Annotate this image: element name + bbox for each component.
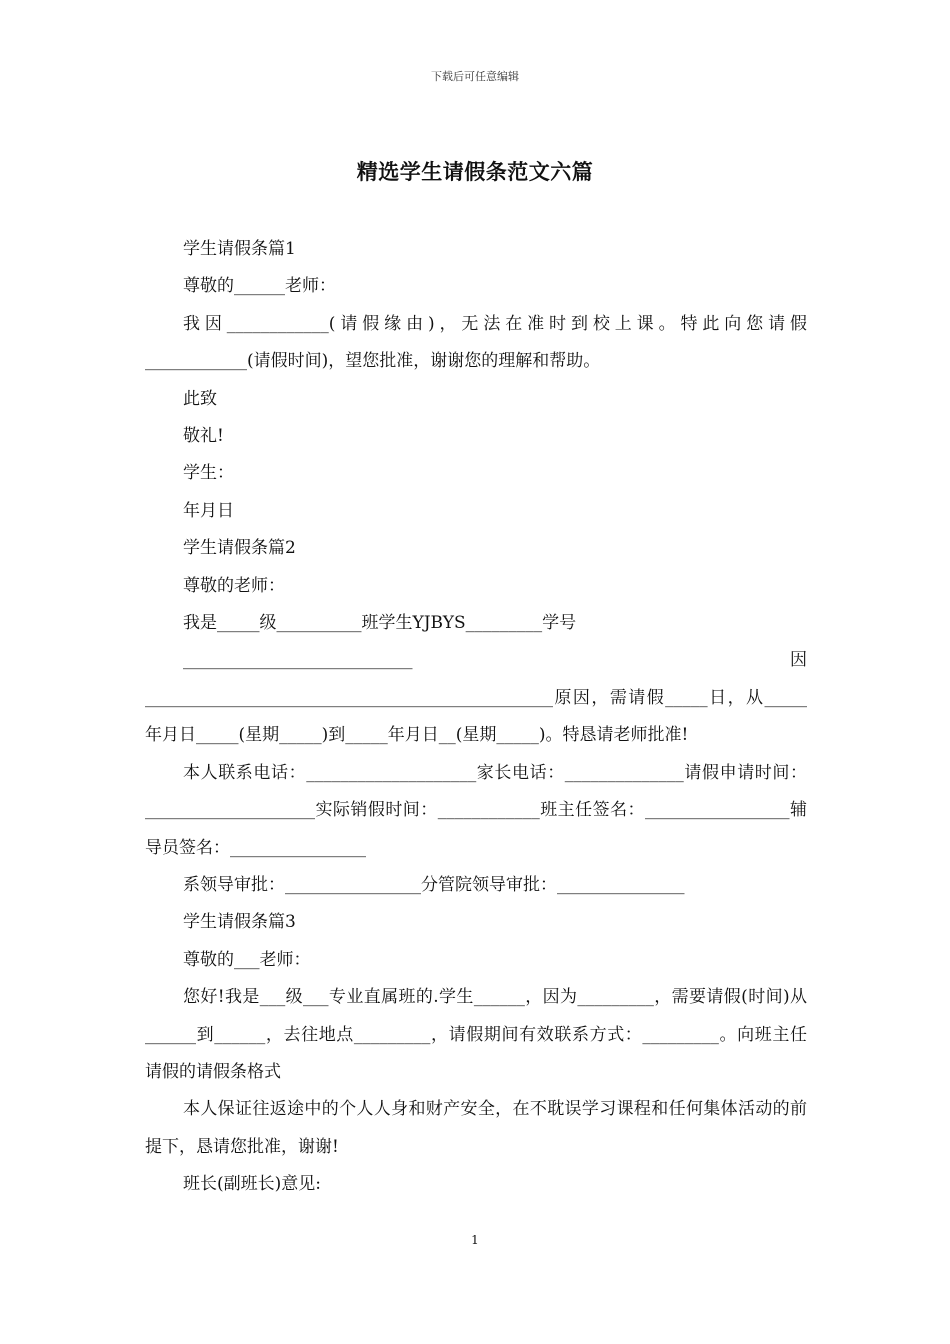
page-header-note: 下载后可任意编辑 xyxy=(431,70,519,83)
section-heading-1: 学生请假条篇1 xyxy=(183,239,296,259)
student-info-line: 我是_____级__________班学生YJBYS_________学号 xyxy=(183,613,577,634)
student-signature-line: 学生： xyxy=(183,463,234,484)
monitor-opinion-line: 班长(副班长)意见: xyxy=(183,1174,321,1195)
section-heading-3: 学生请假条篇3 xyxy=(183,912,296,933)
date-line: 年月日 xyxy=(183,500,234,521)
body-paragraph-3: 您好!我是___级___专业直属班的.学生______，因为_________，需要请假(时间)从______到______，去往地点_________，请假期间有效联系方式：_________。向班主任请假的请假条格式 xyxy=(145,987,807,1082)
body-paragraph-2: ___________________________因________________________________________________原因，需请假_____日，从_____年月日_____(星期_____)到_____年月日__(星期_____)。特恳请老师批准! xyxy=(145,650,807,746)
page-number: 1 xyxy=(471,1233,479,1247)
approval-line: 系领导审批：________________分管院领导审批：_______________ xyxy=(183,874,685,895)
salutation-2: 尊敬的老师： xyxy=(183,575,285,596)
salutation-1: 尊敬的______老师： xyxy=(183,276,336,297)
closing-cizhi: 此致 xyxy=(183,388,217,409)
document-body xyxy=(145,231,807,1204)
contact-paragraph: 本人联系电话：____________________家长电话：______________请假申请时间：____________________实际销假时间：____________班主任签名：_________________辅导员签名：________________ xyxy=(145,762,807,858)
guarantee-paragraph: 本人保证往返途中的个人人身和财产安全，在不耽误学习课程和任何集体活动的前提下，恳请您批准，谢谢! xyxy=(145,1099,807,1157)
document-title: 精选学生请假条范文六篇 xyxy=(356,159,594,184)
section-heading-2: 学生请假条篇2 xyxy=(183,538,296,559)
closing-jingli: 敬礼! xyxy=(183,426,224,447)
salutation-3: 尊敬的___老师： xyxy=(183,949,311,970)
body-paragraph-1: 我因____________(请假缘由)，无法在准时到校上课。特此向您请假____________(请假时间)，望您批准，谢谢您的理解和帮助。 xyxy=(145,313,807,372)
